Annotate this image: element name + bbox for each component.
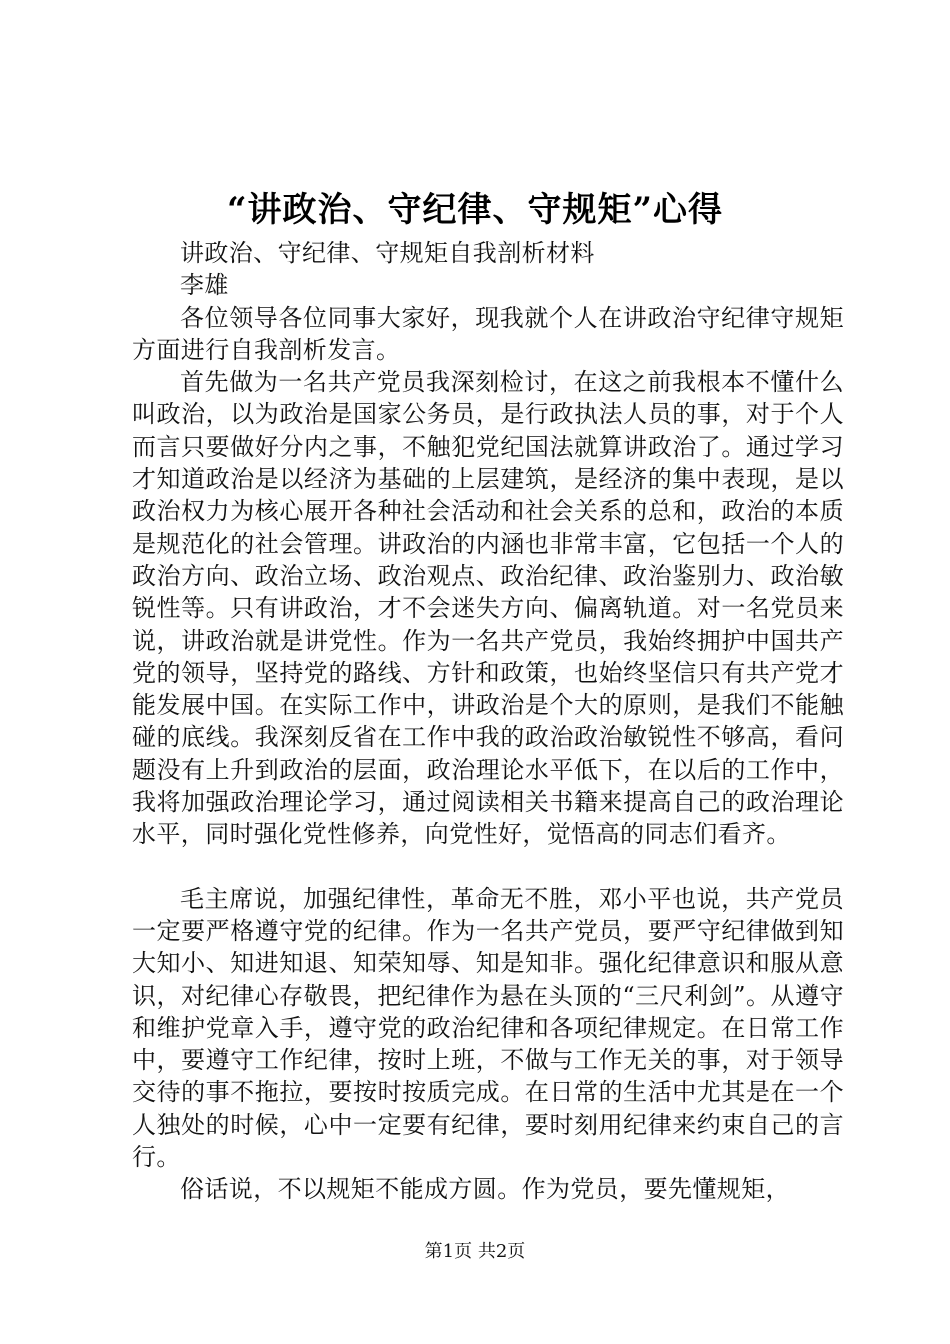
- document-author: 李雄: [180, 271, 229, 300]
- document-subtitle: 讲政治、守纪律、守规矩自我剖析材料: [180, 239, 595, 267]
- paragraph-politics: 首先做为一名共产党员我深刻检讨，在这之前我根本不懂什么叫政治，以为政治是国家公务员，是行政执法人员的事，对于个人而言只要做好分内之事，不触犯党纪国法就算讲政治了。通过学习才知道政治是以经济为基础的上层建筑，是经济的集中表现，是以政治权力为核心展开各种社会活动和社会关系的总和，政治的本质是规范化的社会管理。讲政治的内涵也非常丰富，它包括一个人的政治方向、政治立场、政治观点、政治纪律、政治鉴别力、政治敏锐性等。只有讲政治，才不会迷失方向、偏离轨道。对一名党员来说，讲政治就是讲党性。作为一名共产党员，我始终拥护中国共产党的领导，坚持党的路线、方针和政策，也始终坚信只有共产党才能发展中国。在实际工作中，讲政治是个大的原则，是我们不能触碰的底线。我深刻反省在工作中我的政治政治敏锐性不够高，看问题没有上升到政治的层面，政治理论水平低下，在以后的工作中，我将加强政治理论学习，通过阅读相关书籍来提高自己的政治理论水平，同时强化党性修养，向党性好，觉悟高的同志们看齐。: [132, 368, 844, 849]
- paragraph-spacer: [132, 851, 844, 883]
- paragraph-greeting: 各位领导各位同事大家好，现我就个人在讲政治守纪律守规矩方面进行自我剖析发言。: [132, 303, 844, 364]
- page-footer: 第1页 共2页: [424, 1241, 526, 1262]
- document-title: “讲政治、守纪律、守规矩”心得: [226, 190, 724, 230]
- paragraph-discipline: 毛主席说，加强纪律性，革命无不胜，邓小平也说，共产党员一定要严格遵守党的纪律。作为一名共产党员，要严守纪律做到知大知小、知进知退、知荣知辱、知是知非。强化纪律意识和服从意识，对纪律心存敬畏，把纪律作为悬在头顶的“三尺利剑”。从遵守和维护党章入手，遵守党的政治纪律和各项纪律规定。在日常工作中，要遵守工作纪律，按时上班，不做与工作无关的事，对于领导交待的事不拖拉，要按时按质完成。在日常的生活中尤其是在一个人独处的时候，心中一定要有纪律，要时刻用纪律来约束自己的言行。: [132, 884, 844, 1172]
- paragraph-rules: 俗话说，不以规矩不能成方圆。作为党员，要先懂规矩，: [180, 1175, 790, 1204]
- document-body: [132, 237, 844, 1206]
